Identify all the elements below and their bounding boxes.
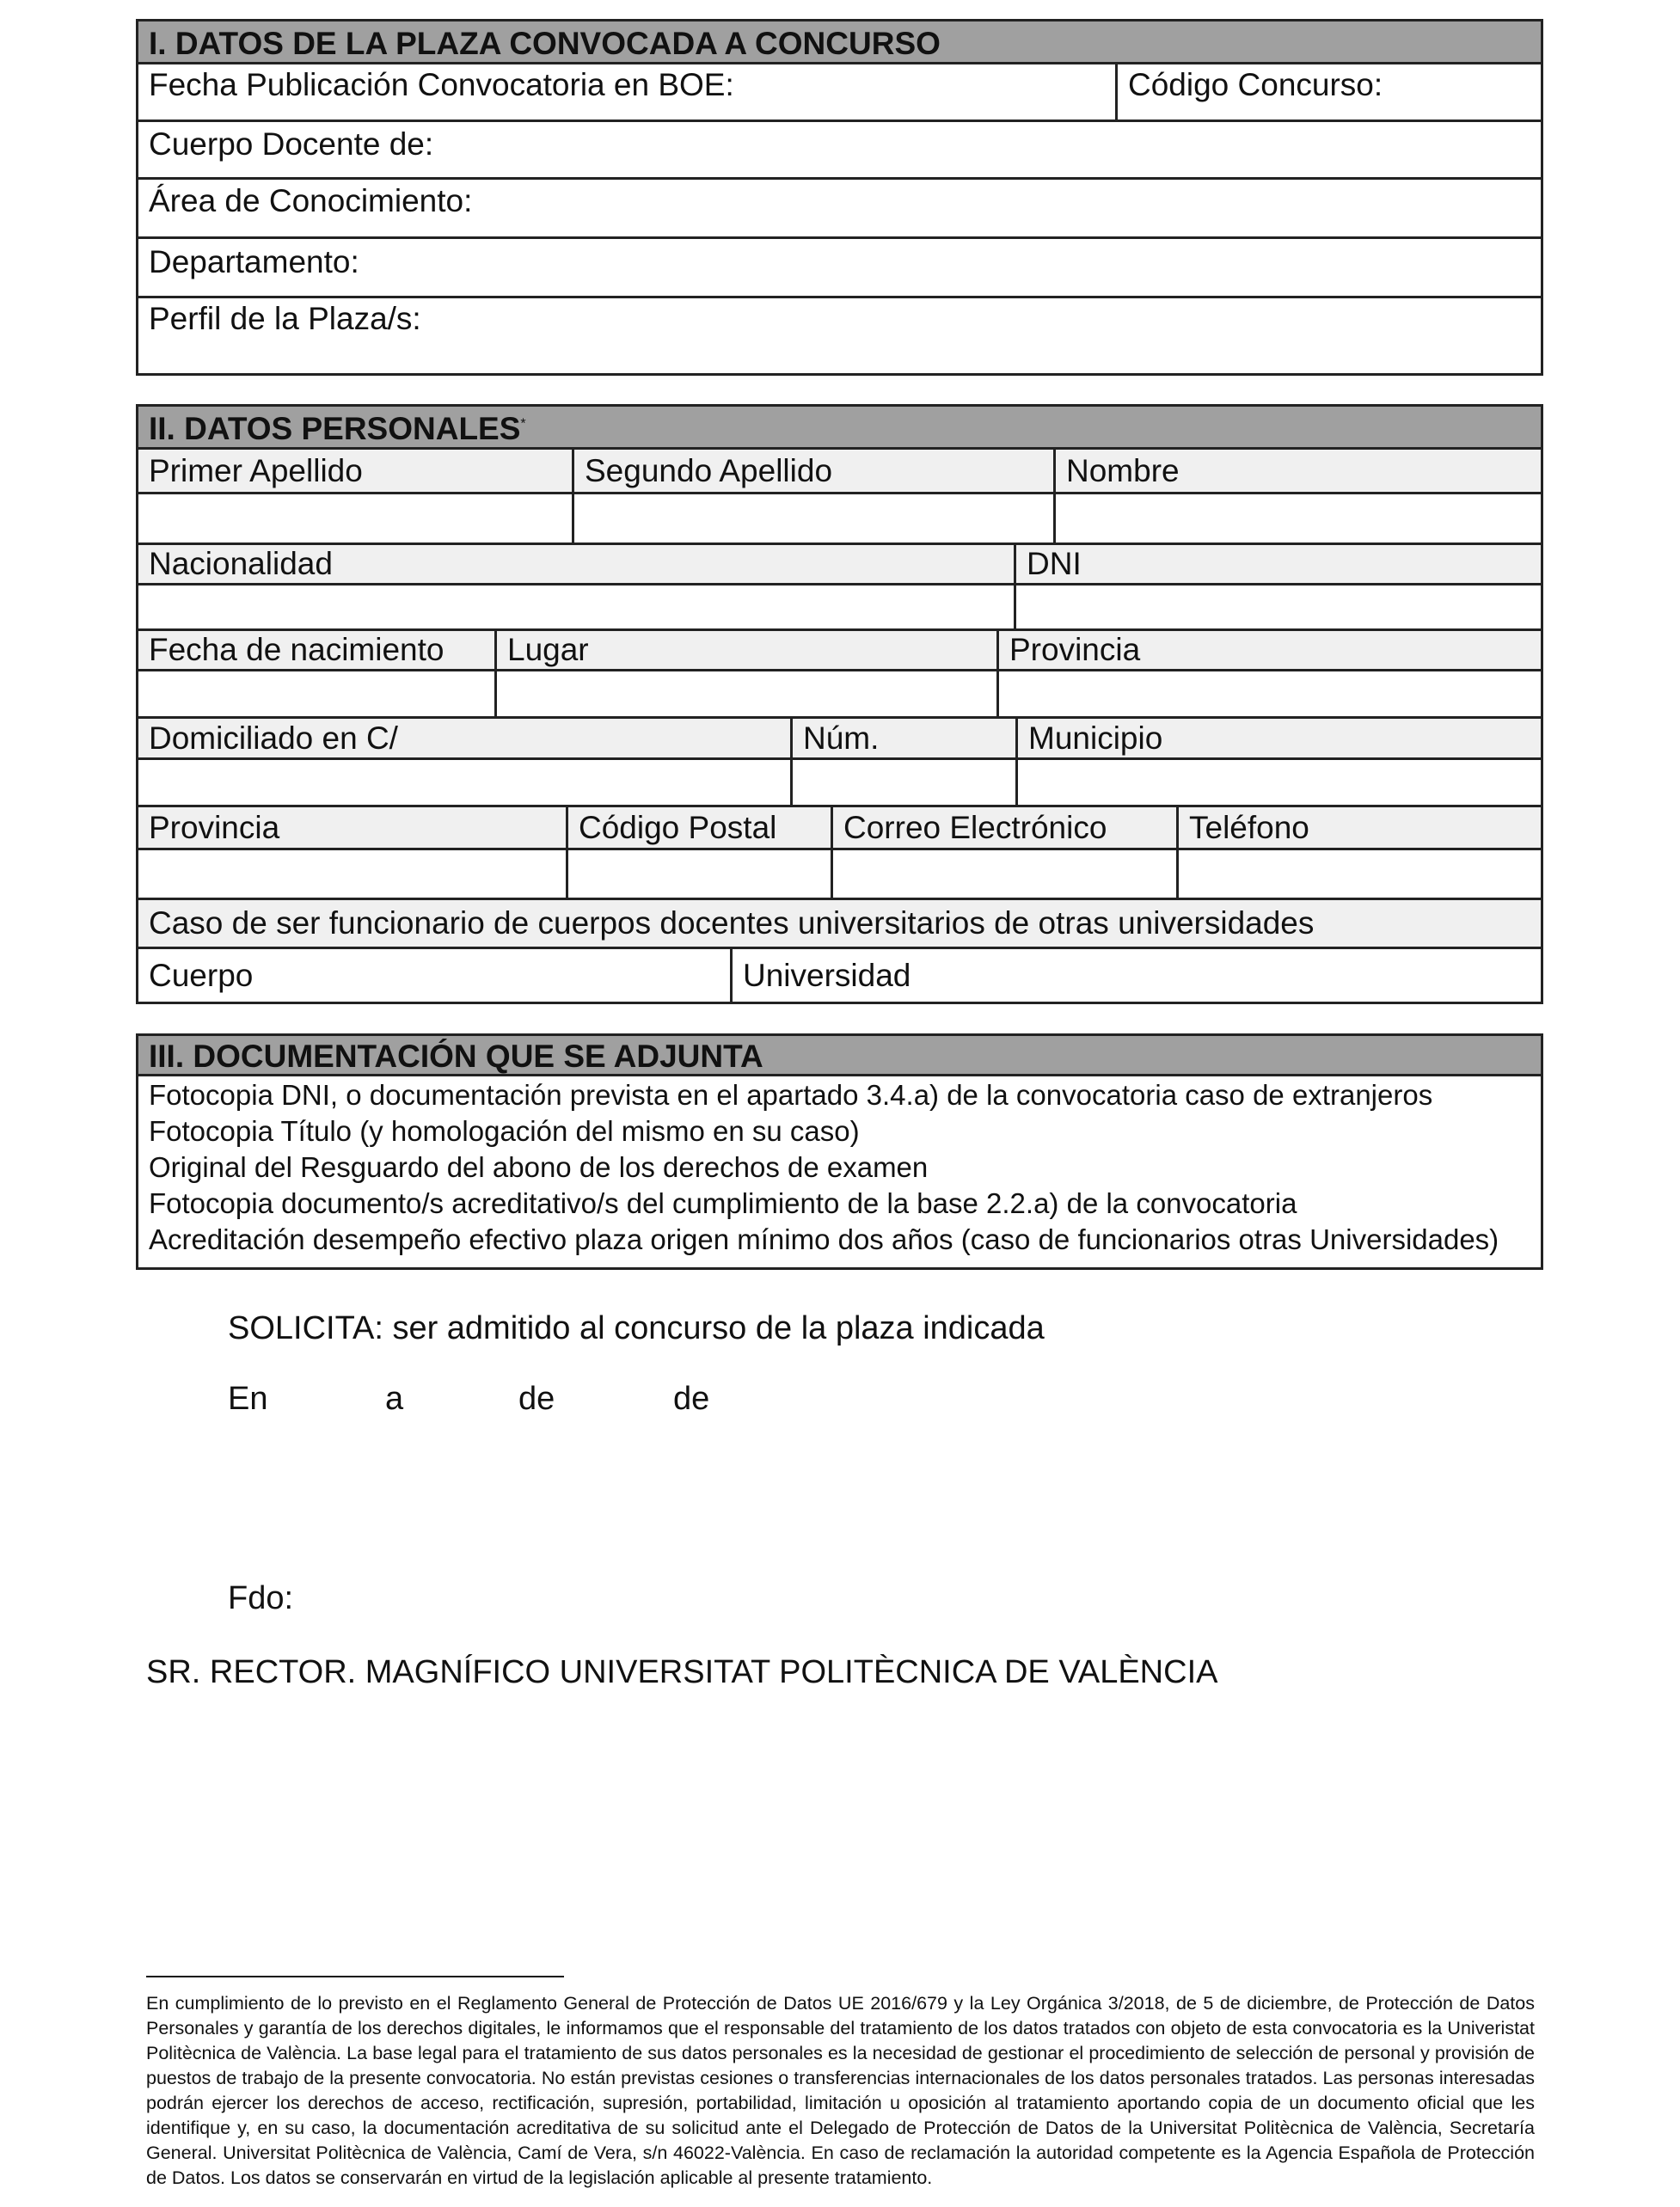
label-correo: Correo Electrónico bbox=[843, 809, 1107, 845]
addressee-text: SR. RECTOR. MAGNÍFICO UNIVERSITAT POLITÈCNICA DE VALÈNCIA bbox=[146, 1654, 1218, 1690]
row-inputs-nacimiento bbox=[138, 671, 1541, 719]
input-telefono[interactable] bbox=[1176, 850, 1541, 898]
input-segundo-apellido[interactable] bbox=[572, 494, 1053, 543]
day-label-a: a bbox=[385, 1381, 404, 1417]
section-documentacion bbox=[136, 1033, 1543, 1270]
label-universidad: Universidad bbox=[743, 957, 911, 993]
label-cuerpo-docente: Cuerpo Docente de: bbox=[149, 126, 434, 162]
input-lugar[interactable] bbox=[494, 671, 996, 716]
label-cell-provincia-nacimiento bbox=[996, 631, 1541, 669]
label-cell-correo bbox=[831, 807, 1176, 848]
label-dni: DNI bbox=[1027, 546, 1082, 581]
data-protection-footnote: En cumplimiento de lo previsto en el Reglamento General de Protección de Datos UE 2016/679 y la Ley Orgánica 3/2018, de 5 de diciembre, de Protección de Datos Personales y garantía de los derechos digitales, le informamos que el responsable del tratamiento de los datos tratados con objeto de esta convocatoria es la Univeristat Politècnica de València. La base legal para el tratamiento de sus datos personales es la necesidad de gestionar el procedimiento de selección de personal y provisión de puestos de trabajo de la presente convocatoria. No están previstas cesiones o transferencias internacionales de los datos personales tratados. Las personas interesadas podrán ejercer los derechos de acceso, rectificación, supresión, portabilidad, limitación u oposición al tratamiento aportando copia de un documento oficial que les identifique y, en su caso, la documentación acreditativa de su solicitud ante el Delegado de Protección de Datos de la Universitat Politècnica de València, Secretaría General. Universitat Politècnica de València, Camí de Vera, s/n 46022-València. En caso de reclamación la autoridad competente es la Agencia Española de Protección de Datos. Los datos se conservarán en virtud de la legislación aplicable al presente tratamiento. bbox=[146, 1993, 1535, 2188]
input-num[interactable] bbox=[790, 760, 1015, 805]
section-title-plaza bbox=[138, 21, 1541, 64]
label-municipio: Municipio bbox=[1028, 720, 1163, 756]
label-cell-dni bbox=[1014, 545, 1541, 583]
label-codigo-postal: Código Postal bbox=[579, 809, 777, 845]
signature-label-fdo: Fdo: bbox=[228, 1580, 294, 1616]
label-area-conocimiento: Área de Conocimiento: bbox=[149, 183, 473, 218]
row-labels-nacionalidad bbox=[138, 545, 1541, 585]
label-cell-fecha-nacimiento bbox=[138, 631, 494, 669]
input-dni[interactable] bbox=[1014, 585, 1541, 628]
solicita-text: SOLICITA: ser admitido al concurso de la plaza indicada bbox=[228, 1310, 1045, 1346]
row-caso-funcionario bbox=[138, 900, 1541, 949]
row-area-conocimiento bbox=[138, 180, 1541, 239]
footnote-mark: * bbox=[520, 416, 526, 432]
doc-item-titulo: Fotocopia Título (y homologación del mismo en su caso) bbox=[149, 1115, 860, 1147]
input-municipio[interactable] bbox=[1015, 760, 1541, 805]
label-cell-provincia-domicilio bbox=[138, 807, 566, 848]
input-provincia-domicilio[interactable] bbox=[138, 850, 566, 898]
label-cell-lugar bbox=[494, 631, 996, 669]
label-provincia-domicilio: Provincia bbox=[149, 809, 280, 845]
label-cell-caso-funcionario bbox=[138, 900, 1541, 947]
doc-item-desempeno: Acreditación desempeño efectivo plaza origen mínimo dos años (caso de funcionarios otras Universidades) bbox=[149, 1223, 1499, 1255]
label-cell-nacionalidad bbox=[138, 545, 1014, 583]
section-title-documentacion-text: III. DOCUMENTACIÓN QUE SE ADJUNTA bbox=[149, 1039, 763, 1074]
section-title-documentacion bbox=[138, 1036, 1541, 1076]
field-departamento[interactable] bbox=[138, 239, 1541, 296]
label-telefono: Teléfono bbox=[1189, 809, 1309, 845]
section-title-plaza-text: I. DATOS DE LA PLAZA CONVOCADA A CONCURSO bbox=[149, 26, 941, 61]
label-cell-telefono bbox=[1176, 807, 1541, 848]
label-nacionalidad: Nacionalidad bbox=[149, 546, 333, 581]
row-perfil-plaza bbox=[138, 298, 1541, 376]
doc-item-resguardo: Original del Resguardo del abono de los derechos de examen bbox=[149, 1151, 929, 1183]
field-codigo-concurso[interactable] bbox=[1115, 64, 1541, 120]
input-fecha-nacimiento[interactable] bbox=[138, 671, 494, 716]
section-plaza-convocada bbox=[136, 19, 1543, 376]
doc-item-dni: Fotocopia DNI, o documentación prevista en el apartado 3.4.a) de la convocatoria caso de extranjeros bbox=[149, 1079, 1433, 1111]
label-cell-segundo-apellido bbox=[572, 450, 1053, 492]
field-universidad[interactable] bbox=[730, 949, 1541, 1002]
input-nacionalidad[interactable] bbox=[138, 585, 1014, 628]
input-nombre[interactable] bbox=[1053, 494, 1541, 543]
label-lugar: Lugar bbox=[507, 632, 589, 667]
row-labels-domicilio bbox=[138, 719, 1541, 760]
footnote-separator bbox=[146, 1976, 564, 1977]
field-area-conocimiento[interactable] bbox=[138, 180, 1541, 236]
input-primer-apellido[interactable] bbox=[138, 494, 572, 543]
label-caso-funcionario: Caso de ser funcionario de cuerpos docentes universitarios de otras universidades bbox=[149, 905, 1315, 941]
label-segundo-apellido: Segundo Apellido bbox=[585, 452, 833, 488]
label-fecha-nacimiento: Fecha de nacimiento bbox=[149, 632, 445, 667]
section-title-personales bbox=[138, 407, 1541, 450]
row-inputs-domicilio bbox=[138, 760, 1541, 807]
row-labels-nacimiento bbox=[138, 631, 1541, 671]
label-provincia-nacimiento: Provincia bbox=[1009, 632, 1141, 667]
label-codigo-concurso: Código Concurso: bbox=[1128, 67, 1383, 102]
label-fecha-publicacion: Fecha Publicación Convocatoria en BOE: bbox=[149, 67, 734, 102]
input-correo[interactable] bbox=[831, 850, 1176, 898]
field-fecha-publicacion[interactable] bbox=[138, 64, 1115, 120]
label-perfil-plaza: Perfil de la Plaza/s: bbox=[149, 301, 421, 336]
doc-item-acreditativo: Fotocopia documento/s acreditativo/s del cumplimiento de la base 2.2.a) de la convocatoria bbox=[149, 1187, 1297, 1219]
section-title-personales-text: II. DATOS PERSONALES bbox=[149, 411, 521, 446]
row-inputs-apellidos bbox=[138, 494, 1541, 545]
row-inputs-nacionalidad bbox=[138, 585, 1541, 631]
row-departamento bbox=[138, 239, 1541, 298]
label-cell-domiciliado bbox=[138, 719, 790, 757]
label-cell-nombre bbox=[1053, 450, 1541, 492]
label-num: Núm. bbox=[803, 720, 880, 756]
row-labels-apellidos bbox=[138, 450, 1541, 494]
field-cuerpo-docente[interactable] bbox=[138, 122, 1541, 177]
label-departamento: Departamento: bbox=[149, 244, 359, 279]
label-cell-codigo-postal bbox=[566, 807, 831, 848]
label-nombre: Nombre bbox=[1066, 452, 1180, 488]
label-primer-apellido: Primer Apellido bbox=[149, 452, 363, 488]
row-fecha-codigo bbox=[138, 64, 1541, 122]
row-cuerpo-docente bbox=[138, 122, 1541, 180]
row-cuerpo-universidad bbox=[138, 949, 1541, 1002]
input-provincia-nacimiento[interactable] bbox=[996, 671, 1541, 716]
input-domiciliado[interactable] bbox=[138, 760, 790, 805]
year-label-de: de bbox=[673, 1381, 710, 1417]
label-cell-num bbox=[790, 719, 1015, 757]
label-cell-primer-apellido bbox=[138, 450, 572, 492]
month-label-de: de bbox=[518, 1381, 555, 1417]
label-cell-municipio bbox=[1015, 719, 1541, 757]
label-domiciliado: Domiciliado en C/ bbox=[149, 720, 398, 756]
label-cuerpo: Cuerpo bbox=[149, 957, 254, 993]
section-datos-personales bbox=[136, 404, 1543, 1004]
row-inputs-contacto bbox=[138, 850, 1541, 900]
field-cuerpo[interactable] bbox=[138, 949, 730, 1002]
input-codigo-postal[interactable] bbox=[566, 850, 831, 898]
field-perfil-plaza[interactable] bbox=[138, 298, 1541, 376]
row-labels-contacto bbox=[138, 807, 1541, 850]
place-label-en: En bbox=[228, 1381, 268, 1417]
